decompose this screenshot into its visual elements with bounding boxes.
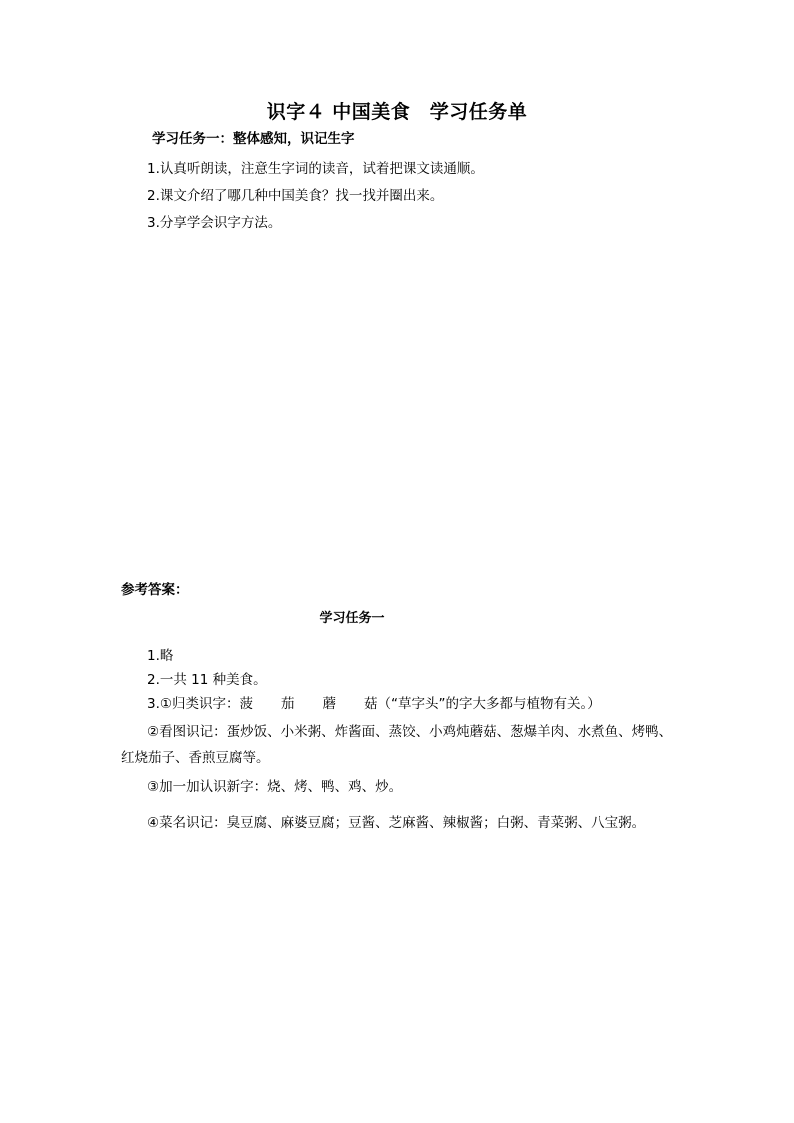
answers-section-title: 学习任务一 xyxy=(319,611,385,626)
answer-3-4: ④菜名识记：臭豆腐、麻婆豆腐；豆酱、芝麻酱、辣椒酱；白粥、青菜粥、八宝粥。 xyxy=(147,815,646,831)
answer-3-2-line2: 红烧茄子、香煎豆腐等。 xyxy=(121,750,270,766)
radical-char: 蘑 xyxy=(322,696,336,712)
answer-3-3: ③加一加认识新字：烧、烤、鸭、鸡、炒。 xyxy=(147,779,403,795)
radical-char: 菠 xyxy=(239,696,253,712)
task1-item-2: 2.课文介绍了哪几种中国美食？找一找并圈出来。 xyxy=(147,188,444,204)
radical-char: 茄 xyxy=(280,696,295,712)
page-title: 识字４ 中国美食 学习任务单 xyxy=(266,101,528,123)
answer-3-suffix: （“草字头”的字大多都与植物有关。） xyxy=(377,696,601,712)
answers-heading: 参考答案： xyxy=(121,582,189,598)
answer-3-1 xyxy=(147,692,601,712)
answer-3-prefix: 3.①归类识字： xyxy=(147,696,240,712)
task1-item-3: 3.分享学会识字方法。 xyxy=(147,215,282,231)
answer-3-2-line1: ②看图识记：蛋炒饭、小米粥、炸酱面、蒸饺、小鸡炖蘑菇、葱爆羊肉、水煮鱼、烤鸭、 xyxy=(147,724,673,740)
task1-heading: 学习任务一：整体感知，识记生字 xyxy=(152,131,355,147)
answer-2: 2.一共 11 种美食。 xyxy=(147,672,267,688)
answer-1: 1.略 xyxy=(147,648,174,664)
radical-char: 菇 xyxy=(363,696,378,712)
task1-item-1: 1.认真听朗读，注意生字词的读音，试着把课文读通顺。 xyxy=(147,161,484,177)
